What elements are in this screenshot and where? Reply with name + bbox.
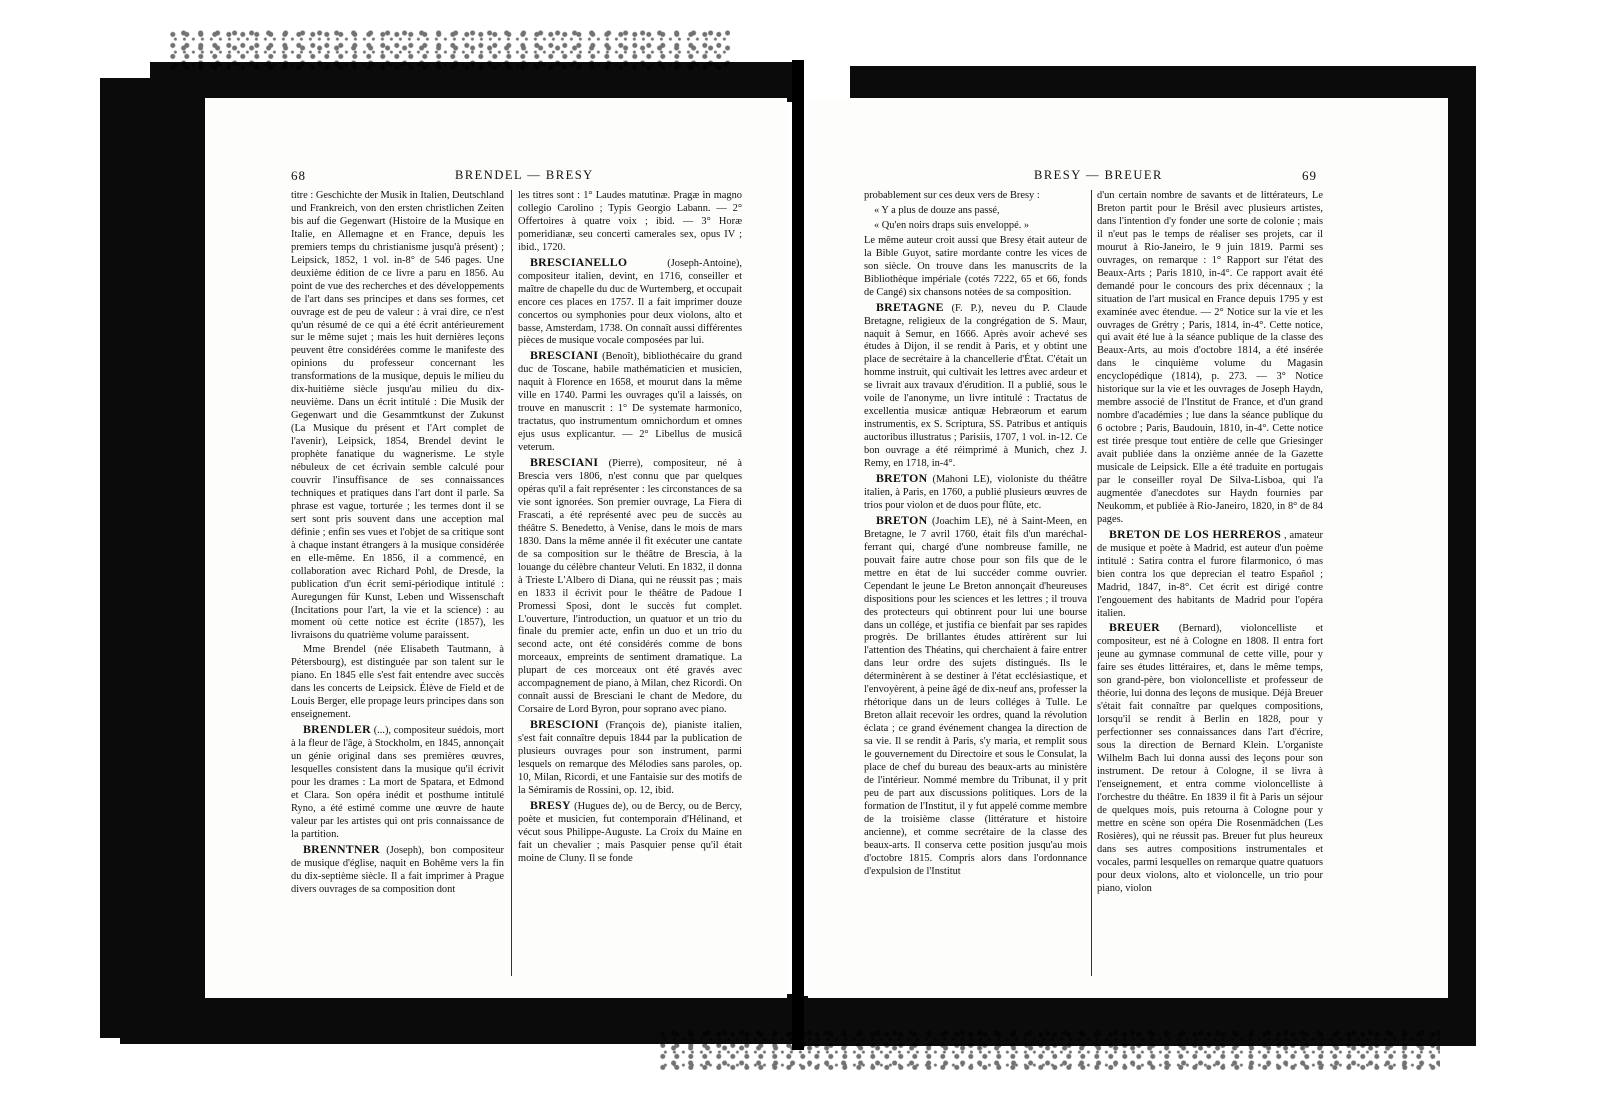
entry-text: (François de), pianiste italien, s'est fait connaître depuis 1844 par la publication de plusieurs ouvrages pour son instrument, parmi lesquels on remarque des Mélodies sans paroles, op. 10, Milan, Ricordi, et une Fantaisie sur des motifs de la Sémiramis de Rossini, op. 12, ibid. [518, 720, 742, 796]
book-gutter [792, 60, 804, 1050]
right-column-1 [864, 190, 1087, 980]
entry-headword: BRESY [530, 797, 571, 812]
paragraph: Mme Brendel (née Elisabeth Tautmann, à Pétersbourg), est distinguée par son talent sur le piano. En 1845 elle s'est fait entendre avec succès dans les concerts de Leipsick. Élève de Field et de Louis Berger, elle propage leurs principes dans son enseignement. [291, 644, 504, 721]
entry-text: (Pierre), compositeur, né à Brescia vers 1806, n'est connu que par quelques opéras qu'il a fait représenter : les circonstances de sa vie sont ignorées. Son premier ouvrage, La Fiera di Frascati, a été représenté avec peu de succès au théâtre S. Benedetto, à Venise, dans le mois de mars 1830. Dans la même année il fit exécuter une cantate de sa composition sur le théâtre de Brescia, à la louange du célèbre chanteur Veluti. En 1832, il donna à Trieste L'Albero di Diana, qui ne réussit pas ; mais en 1833 il écrivit pour le théâtre de Padoue I Promessi Sposi, dont le succès fut complet. L'ouverture, l'introduction, un quatuor et un trio du finale du premier acte, enfin un duo et un trio du second acte, ont été considérés comme de bons morceaux, empreints de sentiment dramatique. La plupart de ces morceaux ont été gravés avec accompagnement de piano, à Milan, chez Ricordi. On connaît aussi de Bresciani le chant de Medore, du Corsaire de Lord Byron, pour soprano avec piano. [518, 458, 742, 716]
left-column-1 [291, 190, 504, 980]
entry-text: (F. P.), neveu du P. Claude Bretagne, religieux de la congrégation de S. Maur, naquit à Semur, en 1666. Après avoir achevé ses études à Dijon, il se rendit à Paris, et y obtint une place de secrétaire à la chancellerie d'État. C'était un homme instruit, qui cultivait les lettres avec ardeur et se livrait aux travaux d'érudition. Il a publié, sous le voile de l'anonyme, un livre intitulé : Tractatus de excellentia musicæ antiquæ Hebræorum et earum instrumentis, ex S. Scriptura, SS. Patribus et antiquis auctoribus illustratus ; Parisiis, 1707, 1 vol. in-12. Ce bon ouvrage a été réimprimé à Munich, chez J. Remy, en 1718, in-4°. [864, 302, 1087, 470]
entry-text: (Bernard), violoncelliste et compositeur, est né à Cologne en 1808. Il entra fort jeune au gymnase communal de cette ville, pour y faire ses études littéraires, et, dans le même temps, son grand-père, bon violoncelliste et professeur de théorie, lui donna des leçons de musique. Déjà Breuer s'était fait connaître par quelques compositions, lorsqu'il se rendit à Berlin en 1828, pour y perfectionner ses connaissances dans l'art d'écrire, sous la direction de Bernard Klein. L'organiste Wilhelm Bach lui donna aussi des leçons pour son instrument. De retour à Cologne, il se livra à l'enseignement, et entra comme violoncelliste à l'orchestre du théâtre. En 1839 il fit à Paris un séjour de quelques mois, puis retourna à Cologne pour y mettre en scène son opéra Die Rosenmädchen (Les Rosières), qui ne réussit pas. Breuer fut plus heureux dans ses autres compositions instrumentales et vocales, parmi lesquelles on remarque quatre quatuors pour deux violons, alto et violoncelle, un trio pour piano, violon [1097, 623, 1323, 894]
scan-border-left [100, 78, 210, 1038]
left-column-2 [518, 190, 742, 980]
entry-text: (Hugues de), ou de Bercy, ou de Bercy, poète et musicien, fut contemporain d'Hélinand, et vécut sous Philippe-Auguste. La Croix du Maine en fait un chevalier ; mais Pasquier pense qu'il était moine de Cluny. Il se fonde [518, 800, 742, 864]
paragraph: titre : Geschichte der Musik in Italien, Deutschland und Frankreich, von den ersten christlichen Zeiten bis auf die Gegenwart (Histoire de la Musique en Italie, en Allemagne et en France, depuis les premiers temps du christianisme jusqu'à présent) ; Leipsick, 1852, 1 vol. in-8° de 546 pages. Une deuxième édition de ce livre a paru en 1856. Au point de vue des recherches et des développements de l'art dans ses principes et dans ses formes, cet ouvrage est de peu de valeur : à vrai dire, ce n'est qu'un résumé de ce qui a été écrit antérieurement sur le même sujet ; mais les huit dernières leçons peuvent être considérées comme le manifeste des opinions du professeur concernant les transformations de la musique, depuis le milieu du dix-huitième siècle jusqu'au milieu du dix-neuvième. Dans un écrit intitulé : Die Musik der Gegenwart und die Gesammtkunst der Zukunst (La Musique du présent et l'Art complet de l'avenir), Leipsick, 1854, Brendel devint le prophète fanatique du wagnerisme. Le style nébuleux de cet écrivain semble calculé pour couvrir l'insuffisance de ses connaissances techniques et pratiques dans l'art dont il parle. Sa phrase est vague, torturée ; les termes dont il se sert sont pris souvent dans une acception mal définie ; enfin ses vues et l'objet de sa critique sont à chaque instant étrangers à la musique considérée en elle-même. En 1856, il a commencé, en collaboration avec Richard Pohl, de Dresde, la publication d'un écrit semi-périodique intitulé : Auregungen für Kunst, Leben und Wissenschaft (Incitations pour l'art, la vie et la science) : au moment où cette notice est écrite (1857), les livraisons du quatrième volume paraissent. [291, 190, 504, 642]
entry-headword: BRESCIANELLO [530, 254, 628, 269]
entry-text: (Benoît), bibliothécaire du grand duc de Toscane, habile mathématicien et musicien, naquit à Florence en 1658, et mourut dans la même ville en 1740. Parmi les ouvrages qu'il a laissés, on trouve en manuscrit : 1° De systemate harmonico, tractatus, quo instrumentum omnichordum et omnes ejus usus explicantur. — 2° Libellus de musicâ veterum. [518, 351, 742, 454]
entry-headword: BREUER [1109, 620, 1160, 635]
entry-text: (Joachim LE), né à Saint-Meen, en Bretagne, le 7 avril 1760, était fils d'un maréchal-ferrant qui, chargé d'une nombreuse famille, ne pouvait faire autre chose pour son fils que de le mettre en état de lui succéder comme ouvrier. Cependant le jeune Le Breton annonçait d'heureuses dispositions pour les sciences et les lettres ; il trouva des protecteurs qui obtinrent pour lui une bourse dans un collége, et justifia ce bienfait par ses rapides progrès. De brillantes études attirèrent sur lui l'attention des Théatins, qui cherchaient à faire entrer dans leur ordre des sujets distingués. Ils le déterminèrent à se destiner à l'état ecclésiastique, et l'envoyèrent, à peine âgé de dix-neuf ans, professer la rhétorique dans un de leurs colléges à Tulle. Le Breton allait recevoir les ordres, quand la révolution éclata ; ce grand événement changea la direction de sa vie. Il se rendit à Paris, s'y maria, et remplit sous le gouvernement du Directoire et sous le Consulat, la place de chef du bureau des beaux-arts au ministère de l'intérieur. Nommé membre du Tribunat, il y prit peu de part aux discussions politiques. Lors de la formation de l'Institut, il y fut appelé comme membre de la troisième classe (littérature et histoire ancienne), et comme secrétaire de la classe des beaux-arts. Il conserva cette position jusqu'au mois d'octobre 1815. Compris alors dans l'ordonnance d'expulsion de l'Institut [864, 515, 1087, 877]
entry-headword: BRESCIANI [530, 348, 599, 363]
dictionary-entry [518, 799, 742, 866]
dictionary-entry [518, 718, 742, 798]
right-column-divider [1091, 190, 1092, 976]
dictionary-entry [1097, 528, 1323, 621]
left-page-header [205, 168, 787, 188]
entry-headword: BRETAGNE [876, 299, 944, 314]
entry-headword: BRETON [876, 512, 928, 527]
entry-text: (...), compositeur suédois, mort à la fleur de l'âge, à Stockholm, en 1845, annonçait un génie original dans ses premières œuvres, lesquelles consistent dans la musique qu'il écrivit pour les drames : La mort de Spatara, et Edmond et Clara. Son opéra inédit et posthume intitulé Ryno, a été estimé comme une œuvre de haute valeur par les artistes qui ont pris connaissance de la partition. [291, 725, 504, 840]
dictionary-entry [518, 256, 742, 349]
entry-text: (Joseph), bon compositeur de musique d'église, naquit en Bohême vers la fin du dix-septième siècle. Il a fait imprimer à Prague divers ouvrages de sa composition dont [291, 844, 504, 895]
paragraph: probablement sur ces deux vers de Bresy : [864, 190, 1040, 201]
dictionary-entry [291, 723, 504, 842]
verse-quote: « Y a plus de douze ans passé, [874, 204, 1000, 216]
entry-text: (Joseph-Antoine), compositeur italien, devint, en 1716, conseiller et maître de chapelle du duc de Wurtemberg, et occupait encore ces places en 1757. Il a fait imprimer douze concertos ou symphonies pour deux violons, alto et basse, Amsterdam, 1738. On connaît aussi différentes pièces de musique vocale composées par lui. [518, 257, 742, 347]
dictionary-entry [864, 301, 1087, 471]
right-page-header [808, 168, 1448, 188]
entry-headword: BRENNTNER [303, 841, 380, 856]
entry-headword: BRETON DE LOS HERREROS [1109, 526, 1282, 541]
right-page-number: 69 [1302, 168, 1317, 183]
dictionary-entry [864, 514, 1087, 879]
dictionary-entry [864, 472, 1087, 513]
right-running-title: BRESY — BREUER [1034, 168, 1163, 182]
entry-text: (Mahoni LE), violoniste du théâtre italien, à Paris, en 1760, a publié plusieurs œuvres de trios pour violon et de duos pour flûte, etc. [864, 474, 1087, 511]
paragraph: les titres sont : 1° Laudes matutinæ. Pragæ in magno collegio Carolino ; Typis Georgio Labann. — 2° Offertoires à quatre voix ; ibid. — 3° Horæ pomeridianæ, seu concerti camerales sex, opus IV ; ibid., 1720. [518, 190, 742, 253]
dictionary-entry [1097, 621, 1323, 895]
dictionary-entry [518, 456, 742, 717]
dictionary-entry [291, 843, 504, 897]
scan-noise-bottom [660, 1030, 1440, 1070]
right-page [808, 98, 1448, 998]
paragraph: d'un certain nombre de savants et de littérateurs, Le Breton partit pour le Brésil avec plusieurs artistes, dans l'intention d'y fonder une sorte de colonie ; mais il n'eut pas le temps de réaliser ses projets, car il mourut à Rio-Janeiro, le 9 juin 1819. Parmi ses ouvrages, on remarque : 1° Rapport sur l'état des Beaux-Arts ; Paris 1810, in-4°. Ce rapport avait été demandé pour le concours des prix décennaux ; la situation de l'art musical en France depuis 1795 y est examinée avec étendue. — 2° Notice sur la vie et les ouvrages de Grétry ; Paris, 1814, in-4°. Cette notice, qui avait été lue à la séance publique de la classe des Beaux-Arts, au mois d'octobre 1814, a été insérée dans le cinquième volume du Magasin encyclopédique (1814), p. 273. — 3° Notice historique sur la vie et les ouvrages de Joseph Haydn, membre associé de l'Institut de France, et d'un grand nombre d'académies ; lue dans la séance publique du 6 octobre ; Paris, Baudouin, 1810, in-4°. Cette notice est tirée presque tout entière de celle que Griesinger avait publiée dans la onzième année de la Gazette musicale de Leipsick. Elle a été traduite en portugais par le conseiller royal De Silva-Lisboa, qui l'a augmentée d'anecdotes sur Haydn fournies par Neukomm, et publiée à Rio-Janeiro, 1820, in 8° de 84 pages. [1097, 190, 1323, 525]
entry-headword: BRENDLER [303, 722, 371, 737]
entry-headword: BRETON [876, 471, 928, 486]
left-running-title: BRENDEL — BRESY [455, 168, 594, 182]
entry-headword: BRESCIANI [530, 455, 599, 470]
entry-headword: BRESCIONI [530, 717, 599, 732]
left-page-number: 68 [291, 168, 306, 183]
entry-text: , amateur de musique et poète à Madrid, est auteur d'un poème intitulé : Satira contra el furore filarmonico, ó mas bien contra los que deprecian el teatro Español ; Madrid, 1847, in-8°. Cet écrit est dirigé contre l'engouement des habitants de Madrid pour l'opéra italien. [1097, 529, 1323, 619]
left-column-divider [511, 190, 512, 976]
verse-quote: « Qu'en noirs draps suis enveloppé. » [874, 219, 1030, 231]
scan-noise-top-left [170, 30, 730, 70]
dictionary-entry [518, 349, 742, 455]
left-page [205, 98, 787, 998]
right-column-2 [1097, 190, 1323, 980]
paragraph: Le même auteur croit aussi que Bresy était auteur de la Bible Guyot, satire mordante contre les vices de son siècle. On trouve dans les manuscrits de la Bibliothèque impériale (cotés 7222, 65 et 66, fonds de Cangé) six chansons notées de sa composition. [864, 234, 1087, 298]
